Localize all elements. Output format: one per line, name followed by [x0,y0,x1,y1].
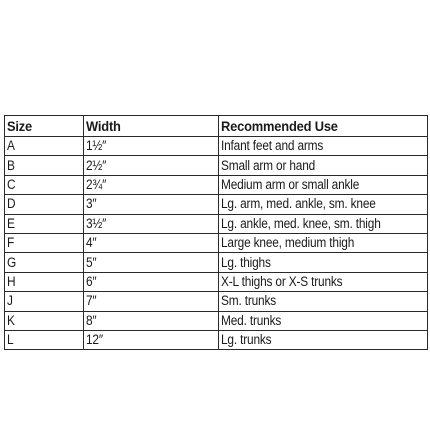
cell-recommended-use: Lg. trunks [219,330,428,349]
cell-size: L [5,330,84,349]
cell-width: 8″ [84,311,219,330]
cell-size: D [5,195,84,214]
header-row [5,116,428,137]
cell-recommended-use: Lg. arm, med. ankle, sm. knee [219,195,428,214]
cell-width: 3″ [84,195,219,214]
table-row [5,253,428,272]
cell-size: B [5,156,84,175]
table-row [5,156,428,175]
cell-width: 6″ [84,272,219,291]
cell-recommended-use: Lg. ankle, med. knee, sm. thigh [219,214,428,233]
table-body [5,137,428,350]
cell-size: H [5,272,84,291]
table-row [5,195,428,214]
cell-width: 1½″ [84,137,219,156]
table-row [5,272,428,291]
cell-recommended-use: Med. trunks [219,311,428,330]
cell-recommended-use: Sm. trunks [219,292,428,311]
cell-recommended-use: Lg. thighs [219,253,428,272]
cell-width: 5″ [84,253,219,272]
cell-recommended-use: Medium arm or small ankle [219,175,428,194]
cell-width: 12″ [84,330,219,349]
cell-size: C [5,175,84,194]
table-header [5,116,428,137]
header-width: Width [84,116,219,137]
cell-width: 3½″ [84,214,219,233]
table-row [5,233,428,252]
size-table [4,115,428,350]
cell-size: J [5,292,84,311]
cell-size: A [5,137,84,156]
cell-size: G [5,253,84,272]
header-size: Size [5,116,84,137]
cell-recommended-use: Large knee, medium thigh [219,233,428,252]
cell-size: E [5,214,84,233]
size-chart [4,115,427,350]
cell-size: K [5,311,84,330]
table-row [5,137,428,156]
cell-width: 7″ [84,292,219,311]
table-row [5,311,428,330]
cell-recommended-use: Infant feet and arms [219,137,428,156]
cell-width: 4″ [84,233,219,252]
cell-recommended-use: X-L thighs or X-S trunks [219,272,428,291]
cell-recommended-use: Small arm or hand [219,156,428,175]
cell-size: F [5,233,84,252]
table-row [5,214,428,233]
cell-width: 2¾″ [84,175,219,194]
cell-width: 2½″ [84,156,219,175]
table-row [5,330,428,349]
table-row [5,175,428,194]
table-row [5,292,428,311]
header-recommended-use: Recommended Use [219,116,428,137]
